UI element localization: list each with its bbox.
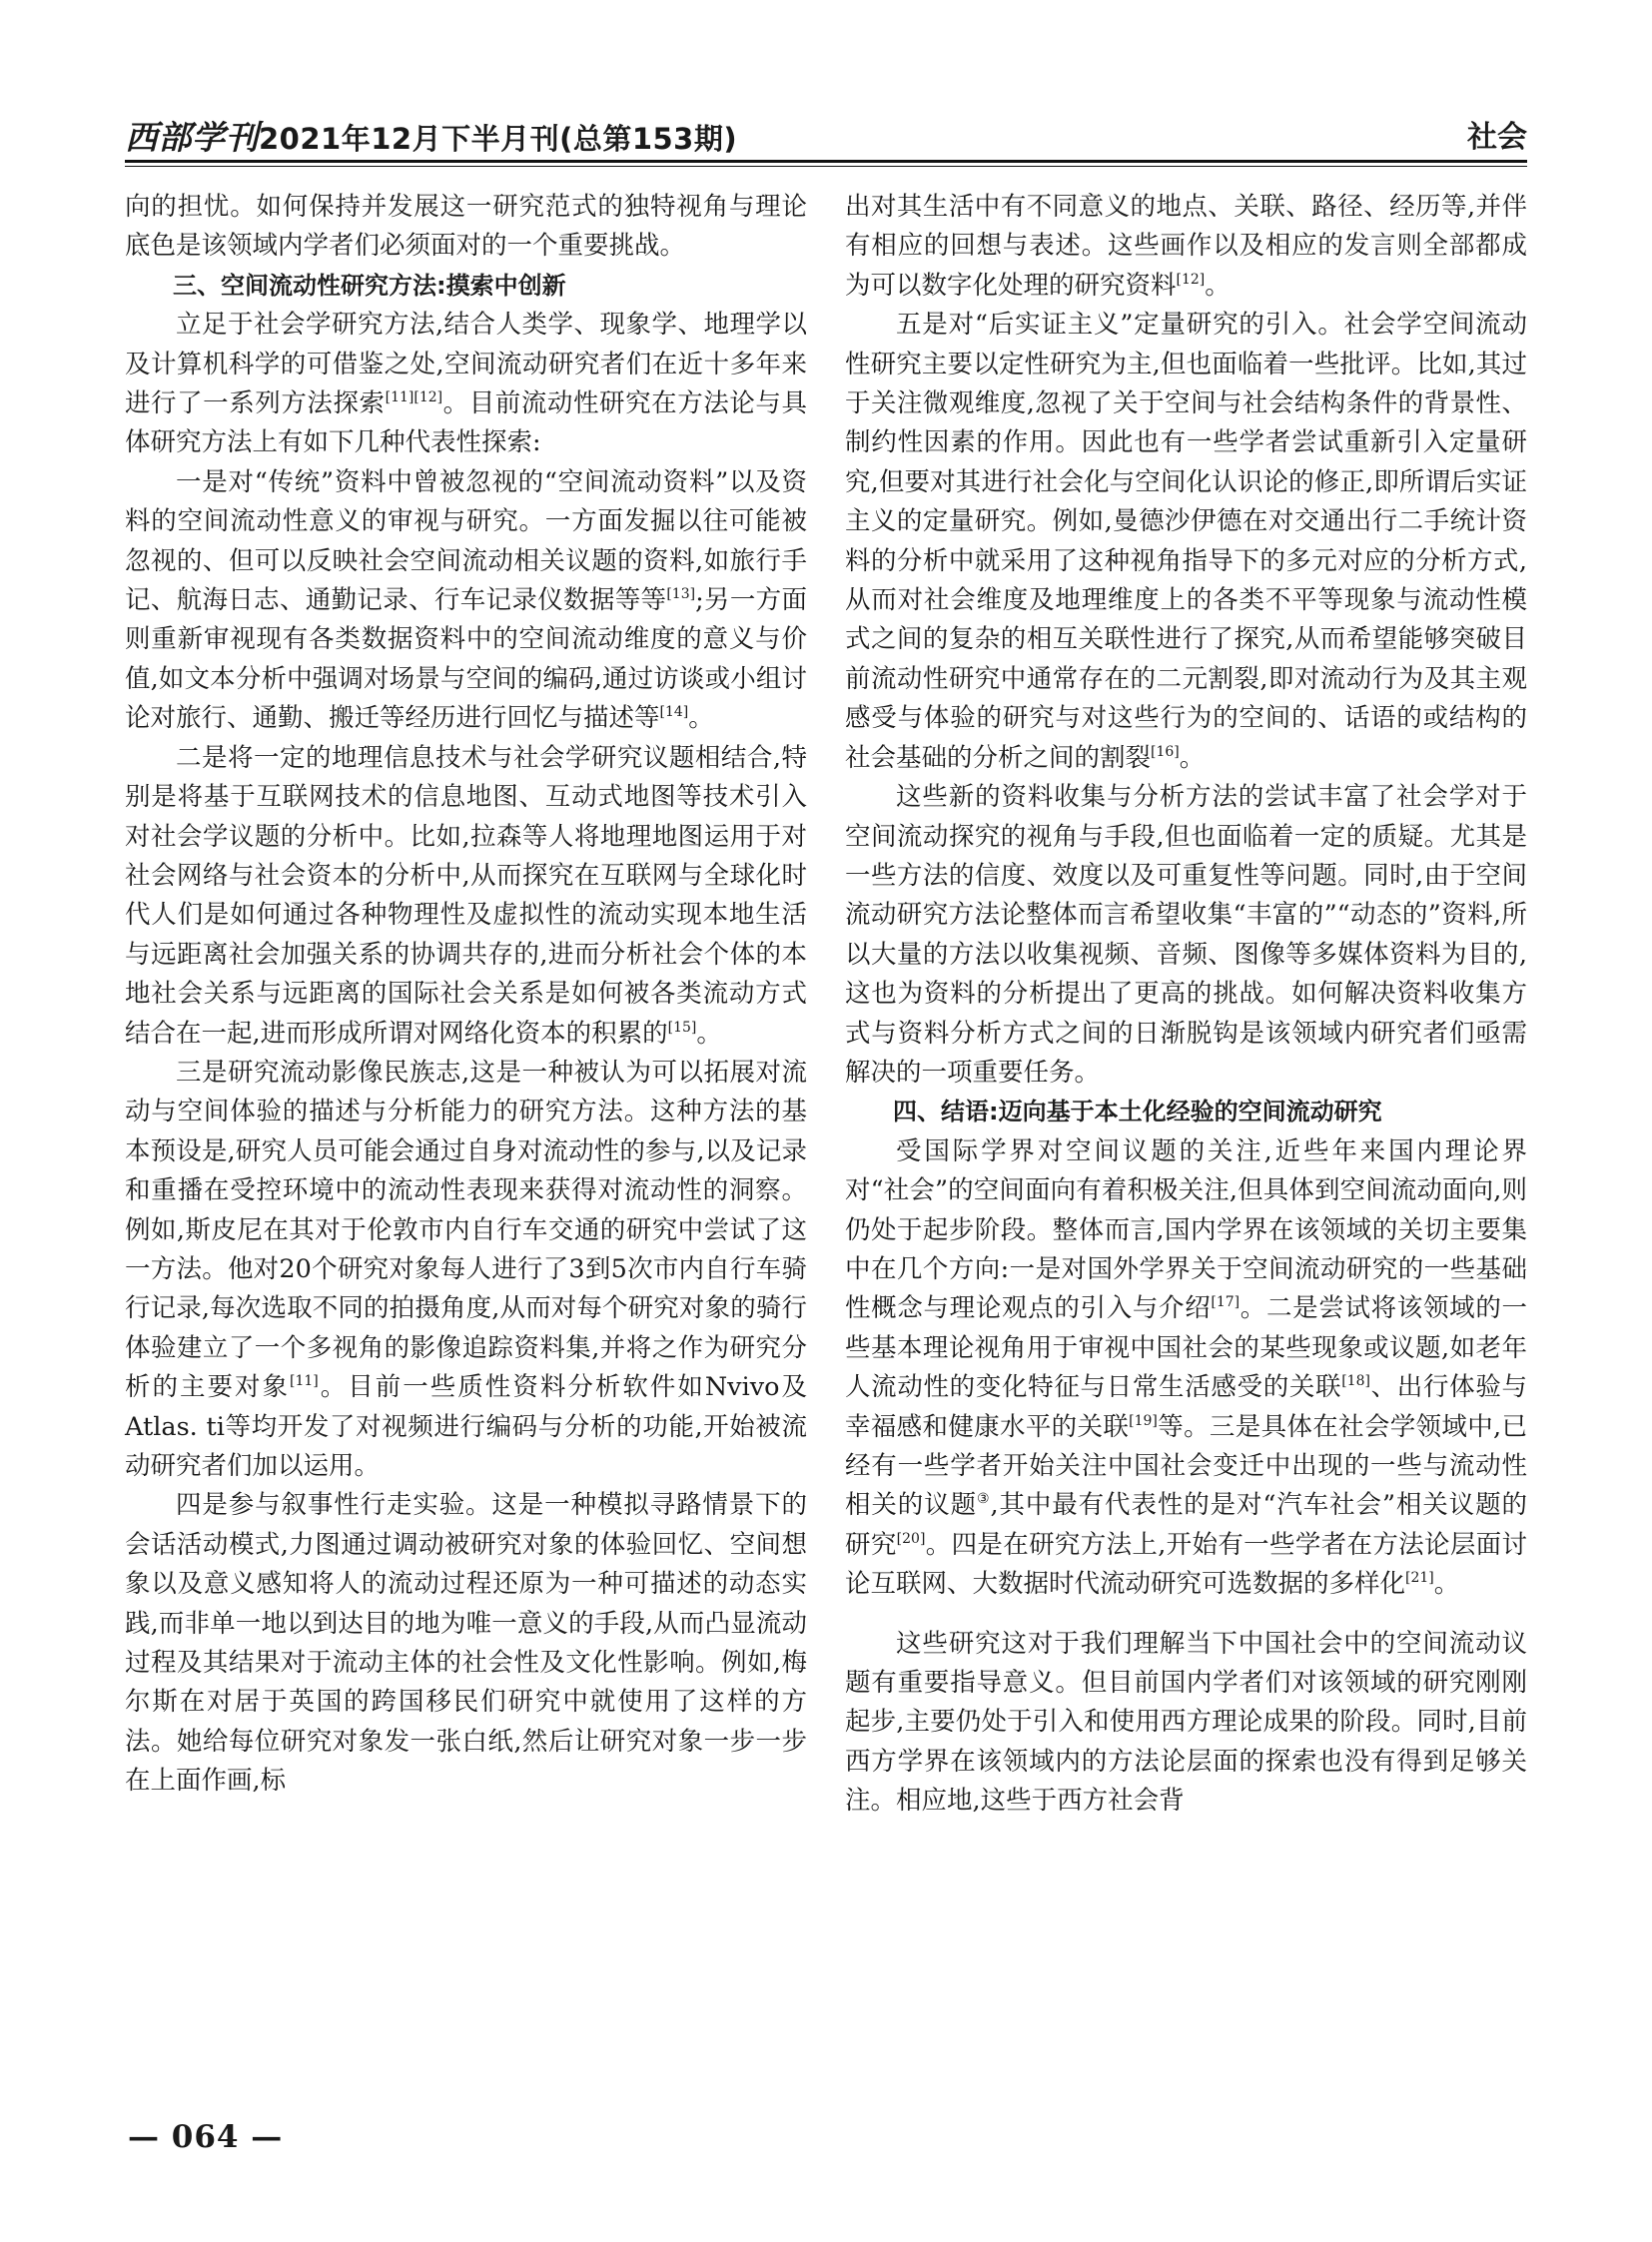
citation: [14] [659, 704, 689, 721]
citation: [20] [896, 1530, 926, 1547]
paragraph: 向的担忧。如何保持并发展这一研究范式的独特视角与理论底色是该领域内学者们必须面对的一个重要挑战。 [125, 192, 807, 262]
right-column [845, 188, 1527, 1822]
citation: [13] [666, 586, 696, 603]
citation: [18] [1341, 1373, 1370, 1390]
paragraph: 四是参与叙事性行走实验。这是一种模拟寻路情景下的会话活动模式,力图通过调动被研究对象的体验回忆、空间想象以及意义感知将人的流动过程还原为一种可描述的动态实践,而非单一地以到达目的地为唯一意义的手段,从而凸显流动过程及其结果对于流动主体的社会性及文化性影响。例如,梅尔斯在对居于英国的跨国移民们研究中就使用了这样的方法。她给每位研究对象发一张白纸,然后让研究对象一步一步在上面作画,标 [125, 1490, 807, 1797]
citation: [19] [1129, 1412, 1158, 1429]
journal-title [125, 112, 737, 159]
journal-logo: 西部学刊 [125, 118, 259, 157]
paragraph: 出对其生活中有不同意义的地点、关联、路径、经历等,并伴有相应的回想与表述。这些画作以及相应的发言则全部都成为可以数字化处理的研究资料[12]。 [845, 192, 1527, 301]
header-rule-thin [125, 166, 1527, 167]
section-heading: 三、空间流动性研究方法:摸索中创新 [173, 271, 566, 300]
page-number: — 064 — [128, 2119, 284, 2155]
page-header [125, 108, 1527, 158]
paragraph: 五是对“后实证主义”定量研究的引入。社会学空间流动性研究主要以定性研究为主,但也面临着一些批评。比如,其过于关注微观维度,忽视了关于空间与社会结构条件的背景性、制约性因素的作用。因此也有一些学者尝试重新引入定量研究,但要对其进行社会化与空间化认识论的修正,即所谓后实证主义的定量研究。例如,曼德沙伊德在对交通出行二手统计资料的分析中就采用了这种视角指导下的多元对应的分析方式,从而对社会维度及地理维度上的各类不平等现象与流动性模式之间的复杂的相互关联性进行了探究,从而希望能够突破目前流动性研究中通常存在的二元割裂,即对流动行为及其主观感受与体验的研究与对这些行为的空间的、话语的或结构的社会基础的分析之间的割裂[16]。 [845, 310, 1527, 773]
journal-issue: 2021年12月下半月刊(总第153期) [259, 122, 738, 156]
paragraph: 一是对“传统”资料中曾被忽视的“空间流动资料”以及资料的空间流动性意义的审视与研究。一方面发掘以往可能被忽视的、但可以反映社会空间流动相关议题的资料,如旅行手记、航海日志、通勤记录、行车记录仪数据等等[13];另一方面则重新审视现有各类数据资料中的空间流动维度的意义与价值,如文本分析中强调对场景与空间的编码,通过访谈或小组讨论对旅行、通勤、搬迁等经历进行回忆与描述等[14]。 [125, 466, 807, 734]
citation: [11][12] [385, 389, 443, 406]
paragraph: 立足于社会学研究方法,结合人类学、现象学、地理学以及计算机科学的可借鉴之处,空间流动研究者们在近十多年来进行了一系列方法探索[11][12]。目前流动性研究在方法论与具体研究方法上有如下几种代表性探索: [125, 310, 807, 458]
citation: [15] [667, 1019, 697, 1036]
citation: [11] [290, 1373, 319, 1390]
citation: [12] [1176, 271, 1206, 288]
citation: [17] [1211, 1294, 1240, 1311]
paragraph: 这些研究这对于我们理解当下中国社会中的空间流动议题有重要指导意义。但目前国内学者们对该领域的研究刚刚起步,主要仍处于引入和使用西方理论成果的阶段。同时,目前西方学界在该领域内的方法论层面的探索也没有得到足够关注。相应地,这些于西方社会背 [845, 1628, 1527, 1817]
citation: [21] [1405, 1570, 1434, 1587]
footnote-marker: ③ [977, 1491, 991, 1508]
paragraph: 二是将一定的地理信息技术与社会学研究议题相结合,特别是将基于互联网技术的信息地图、互动式地图等技术引入对社会学议题的分析中。比如,拉森等人将地理地图运用于对社会网络与社会资本的分析中,从而探究在互联网与全球化时代人们是如何通过各种物理性及虚拟性的流动实现本地生活与远距离社会加强关系的协调共存的,进而分析社会个体的本地社会关系与远距离的国际社会关系是如何被各类流动方式结合在一起,进而形成所谓对网络化资本的积累的[15]。 [125, 742, 807, 1049]
section-label: 社会 [1467, 120, 1527, 155]
left-column [125, 188, 807, 1802]
paragraph: 这些新的资料收集与分析方法的尝试丰富了社会学对于空间流动探究的视角与手段,但也面临着一定的质疑。尤其是一些方法的信度、效度以及可重复性等问题。同时,由于空间流动研究方法论整体而言希望收集“丰富的”“动态的”资料,所以大量的方法以收集视频、音频、图像等多媒体资料为目的,这也为资料的分析提出了更高的挑战。如何解决资料收集方式与资料分析方式之间的日渐脱钩是该领域内研究者们亟需解决的一项重要任务。 [845, 782, 1527, 1088]
paragraph: 受国际学界对空间议题的关注,近些年来国内理论界对“社会”的空间面向有着积极关注,但具体到空间流动面向,则仍处于起步阶段。整体而言,国内学界在该领域的关切主要集中在几个方向:一是对国外学界关于空间流动研究的一些基础性概念与理论观点的引入与介绍[17]。二是尝试将该领域的一些基本理论视角用于审视中国社会的某些现象或议题,如老年人流动性的变化特征与日常生活感受的关联[18]、出行体验与幸福感和健康水平的关联[19]等。三是具体在社会学领域中,已经有一些学者开始关注中国社会变迁中出现的一些与流动性相关的议题③,其中最有代表性的是对“汽车社会”相关议题的研究[20]。四是在研究方法上,开始有一些学者在方法论层面讨论互联网、大数据时代流动研究可选数据的多样化[21]。 [845, 1135, 1527, 1600]
header-rule-thick [125, 160, 1527, 163]
section-heading: 四、结语:迈向基于本土化经验的空间流动研究 [893, 1098, 1382, 1126]
citation: [16] [1151, 743, 1180, 760]
paragraph: 三是研究流动影像民族志,这是一种被认为可以拓展对流动与空间体验的描述与分析能力的研究方法。这种方法的基本预设是,研究人员可能会通过自身对流动性的参与,以及记录和重播在受控环境中的流动性表现来获得对流动性的洞察。例如,斯皮尼在其对于伦敦市内自行车交通的研究中尝试了这一方法。他对20个研究对象每人进行了3到5次市内自行车骑行记录,每次选取不同的拍摄角度,从而对每个研究对象的骑行体验建立了一个多视角的影像追踪资料集,并将之作为研究分析的主要对象[11]。目前一些质性资料分析软件如Nvivo及Atlas. ti等均开发了对视频进行编码与分析的功能,开始被流动研究者们加以运用。 [125, 1057, 807, 1481]
